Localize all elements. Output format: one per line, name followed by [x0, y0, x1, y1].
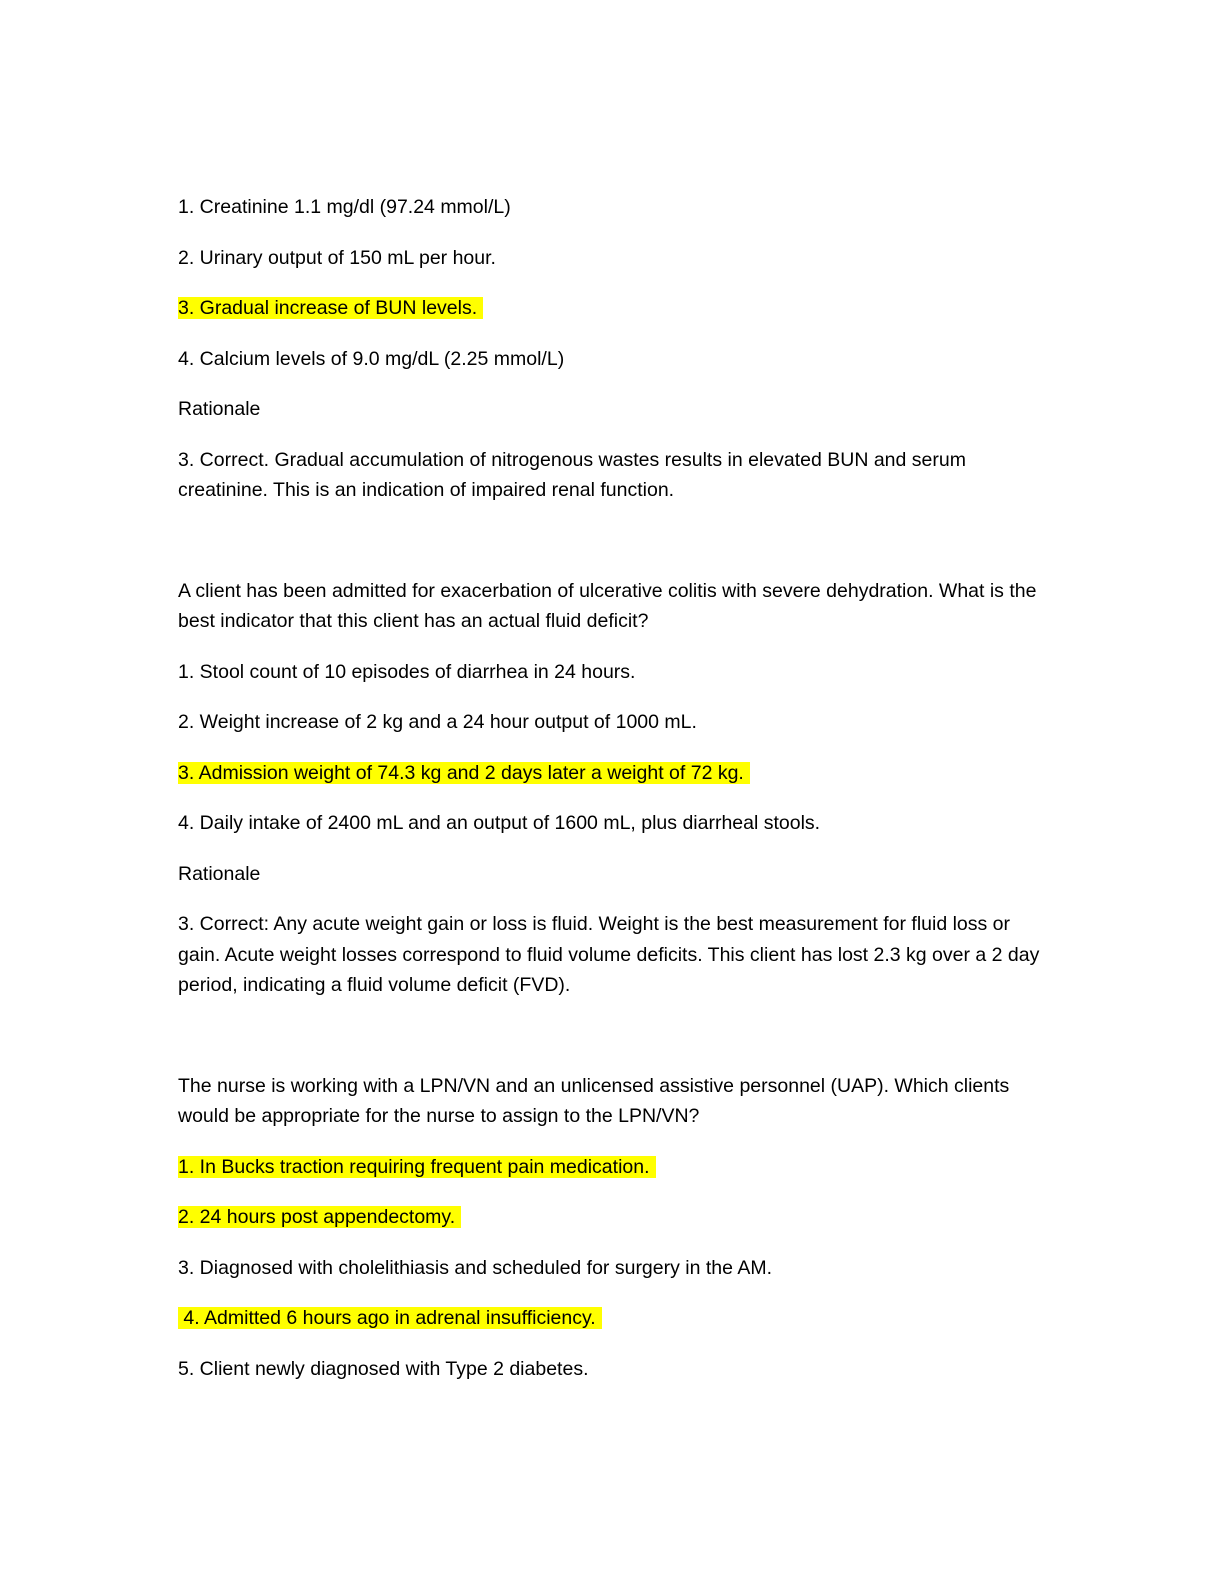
q2-rationale-heading: Rationale: [178, 862, 261, 885]
q3-option-3: [178, 1253, 1048, 1284]
highlighted-answer: 2. 24 hours post appendectomy.: [178, 1206, 461, 1228]
q2-option-2: [178, 707, 1048, 738]
document-body: [178, 192, 1048, 1404]
q3-option-5: [178, 1354, 1048, 1385]
highlighted-answer: 3. Gradual increase of BUN levels.: [178, 297, 483, 319]
option-text: 3. Diagnosed with cholelithiasis and scheduled for surgery in the AM.: [178, 1256, 772, 1279]
highlighted-answer: 4. Admitted 6 hours ago in adrenal insufficiency.: [178, 1307, 602, 1329]
q1-option-4: [178, 344, 1048, 375]
q3-option-4-highlighted: [178, 1303, 1048, 1334]
highlighted-answer: 1. In Bucks traction requiring frequent pain medication.: [178, 1156, 656, 1178]
option-text: 4. Daily intake of 2400 mL and an output of 1600 mL, plus diarrheal stools.: [178, 812, 821, 834]
q1-option-2: [178, 243, 1048, 274]
q1-option-1: [178, 192, 1048, 223]
q3-question: The nurse is working with a LPN/VN and an unlicensed assistive personnel (UAP). Which clients would be appropriate for the nurse to assign to the LPN/VN?: [178, 1074, 1010, 1127]
q3-option-2-highlighted: [178, 1202, 1048, 1233]
q2-option-3-highlighted: [178, 758, 1048, 789]
option-text: 1. Creatinine 1.1 mg/dl (97.24 mmol/L): [178, 196, 511, 218]
option-text: 5. Client newly diagnosed with Type 2 diabetes.: [178, 1357, 589, 1380]
q2-option-1: [178, 657, 1048, 688]
q3-option-1-highlighted: [178, 1152, 1048, 1183]
q1-rationale-heading: Rationale: [178, 398, 261, 420]
section-gap: [178, 526, 1048, 576]
q1-option-3-highlighted: [178, 293, 1048, 324]
q2-option-4: [178, 808, 1048, 839]
option-text: 2. Urinary output of 150 mL per hour.: [178, 246, 496, 269]
option-text: 2. Weight increase of 2 kg and a 24 hour output of 1000 mL.: [178, 711, 697, 733]
option-text: 1. Stool count of 10 episodes of diarrhea in 24 hours.: [178, 660, 636, 683]
q2-rationale-text: 3. Correct: Any acute weight gain or loss is fluid. Weight is the best measurement for fluid loss or gain. Acute weight losses correspond to fluid volume deficits. This client has lost 2.3 kg over a 2 day period, indicating a fluid volume deficit (FVD).: [178, 913, 1040, 996]
q1-rationale-text: 3. Correct. Gradual accumulation of nitrogenous wastes results in elevated BUN and serum creatinine. This is an indication of impaired renal function.: [178, 448, 966, 501]
q2-question: A client has been admitted for exacerbation of ulcerative colitis with severe dehydration. What is the best indicator that this client has an actual fluid deficit?: [178, 579, 1037, 632]
section-gap: [178, 1021, 1048, 1071]
option-text: 4. Calcium levels of 9.0 mg/dL (2.25 mmol/L): [178, 347, 565, 370]
highlighted-answer: 3. Admission weight of 74.3 kg and 2 days later a weight of 72 kg.: [178, 762, 750, 784]
